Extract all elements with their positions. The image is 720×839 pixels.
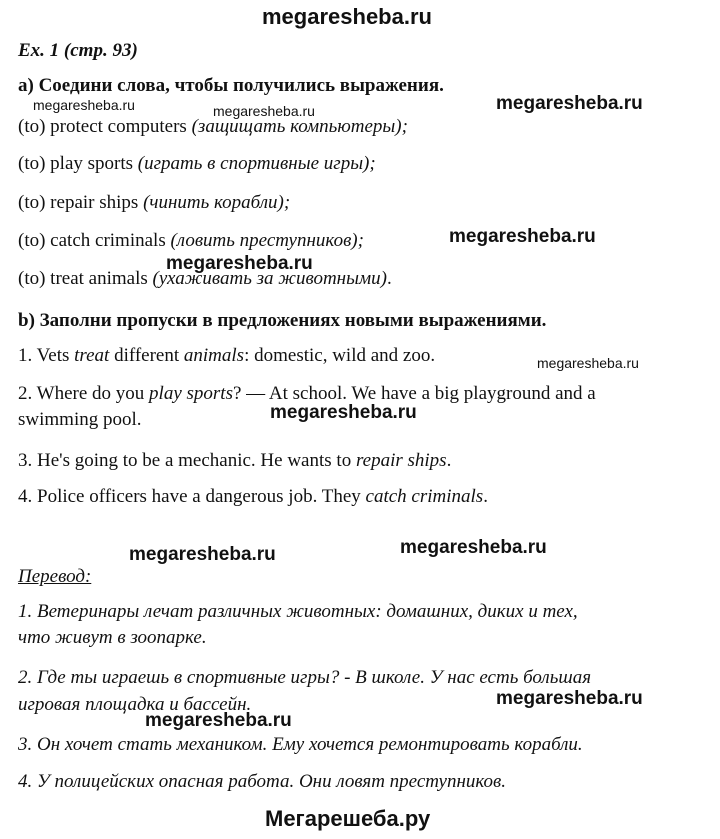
phrase-ru: (ухаживать за животными) xyxy=(152,268,387,289)
translation-text: 2. Где ты играешь в спортивные игры? - В школе. У нас есть большая xyxy=(18,667,592,688)
watermark-big: megaresheba.ru xyxy=(129,544,276,565)
phrase-en: (to) treat animals xyxy=(18,268,153,289)
sentence-text: 2. Where do you xyxy=(18,383,150,404)
sentence-text: 3. He's going to be a mechanic. He wants to xyxy=(18,450,356,471)
sentence-text: different xyxy=(109,345,184,366)
phrase-item xyxy=(18,192,290,214)
sentence-3 xyxy=(18,450,451,472)
phrase-item xyxy=(18,116,408,138)
phrase-ru: (играть в спортивные игры); xyxy=(137,153,376,174)
translation-line xyxy=(18,771,506,793)
sentence-2-line-2: swimming pool. xyxy=(18,409,142,430)
phrase-en: (to) catch criminals xyxy=(18,230,171,251)
sentence-text: : domestic, wild and zoo. xyxy=(244,345,436,366)
translation-text: что живут в зоопарке. xyxy=(18,627,207,648)
sentence-answer: repair ships xyxy=(355,450,447,471)
translation-text: 4. У полицейских опасная работа. Они ловят преступников. xyxy=(18,771,507,792)
footer-site-title: Мегарешеба.ру xyxy=(265,806,431,831)
sentence-answer: play sports xyxy=(149,383,233,404)
exercise-title: Ex. 1 (стр. 93) xyxy=(18,40,138,61)
phrase-item xyxy=(18,268,392,290)
translation-text: 1. Ветеринары лечат различных животных: домашних, диких и тех, xyxy=(18,601,578,622)
watermark-big: megaresheba.ru xyxy=(496,688,643,709)
phrase-en: (to) repair ships xyxy=(18,192,144,213)
phrase-tail: . xyxy=(386,268,392,289)
watermark-big: megaresheba.ru xyxy=(270,402,417,423)
phrase-en: (to) play sports xyxy=(18,153,138,174)
watermark-big: megaresheba.ru xyxy=(400,537,547,558)
phrase-item xyxy=(18,230,364,252)
sentence-4 xyxy=(18,486,488,508)
translation-text: 3. Он хочет стать механиком. Ему хочется ремонтировать корабли. xyxy=(18,734,583,755)
phrase-ru: (чинить корабли); xyxy=(143,192,291,213)
watermark-small: megaresheba.ru xyxy=(537,355,639,371)
header-site-title: megaresheba.ru xyxy=(262,4,432,29)
watermark-big: megaresheba.ru xyxy=(166,253,313,274)
translation-text: игровая площадка и бассейн. xyxy=(18,694,252,715)
translation-line xyxy=(18,667,591,689)
sentence-text: . xyxy=(446,450,452,471)
phrase-item xyxy=(18,153,376,175)
translation-heading: Перевод: xyxy=(18,566,92,587)
sentence-answer: catch criminals xyxy=(365,486,484,507)
translation-line xyxy=(18,601,578,623)
phrase-en: (to) protect computers xyxy=(18,116,192,137)
translation-line xyxy=(18,627,207,649)
sentence-answer: treat xyxy=(74,345,110,366)
phrase-ru: (ловить преступников); xyxy=(170,230,364,251)
watermark-big: megaresheba.ru xyxy=(449,226,596,247)
watermark-small: megaresheba.ru xyxy=(213,103,315,119)
sentence-text: 4. Police officers have a dangerous job. They xyxy=(18,486,366,507)
sentence-answer: animals xyxy=(183,345,245,366)
sentence-text: 1. Vets xyxy=(18,345,75,366)
section-a-title: a) Соедини слова, чтобы получились выражения. xyxy=(18,75,444,96)
translation-line xyxy=(18,734,583,756)
phrase-ru: (защищать компьютеры); xyxy=(191,116,408,137)
watermark-big: megaresheba.ru xyxy=(496,93,643,114)
watermark-small: megaresheba.ru xyxy=(33,97,135,113)
sentence-1 xyxy=(18,345,435,367)
watermark-big: megaresheba.ru xyxy=(145,710,292,731)
sentence-text: ? — At school. We have a big playground and a xyxy=(232,383,596,404)
section-b-title: b) Заполни пропуски в предложениях новыми выражениями. xyxy=(18,310,547,331)
sentence-text: . xyxy=(483,486,488,507)
